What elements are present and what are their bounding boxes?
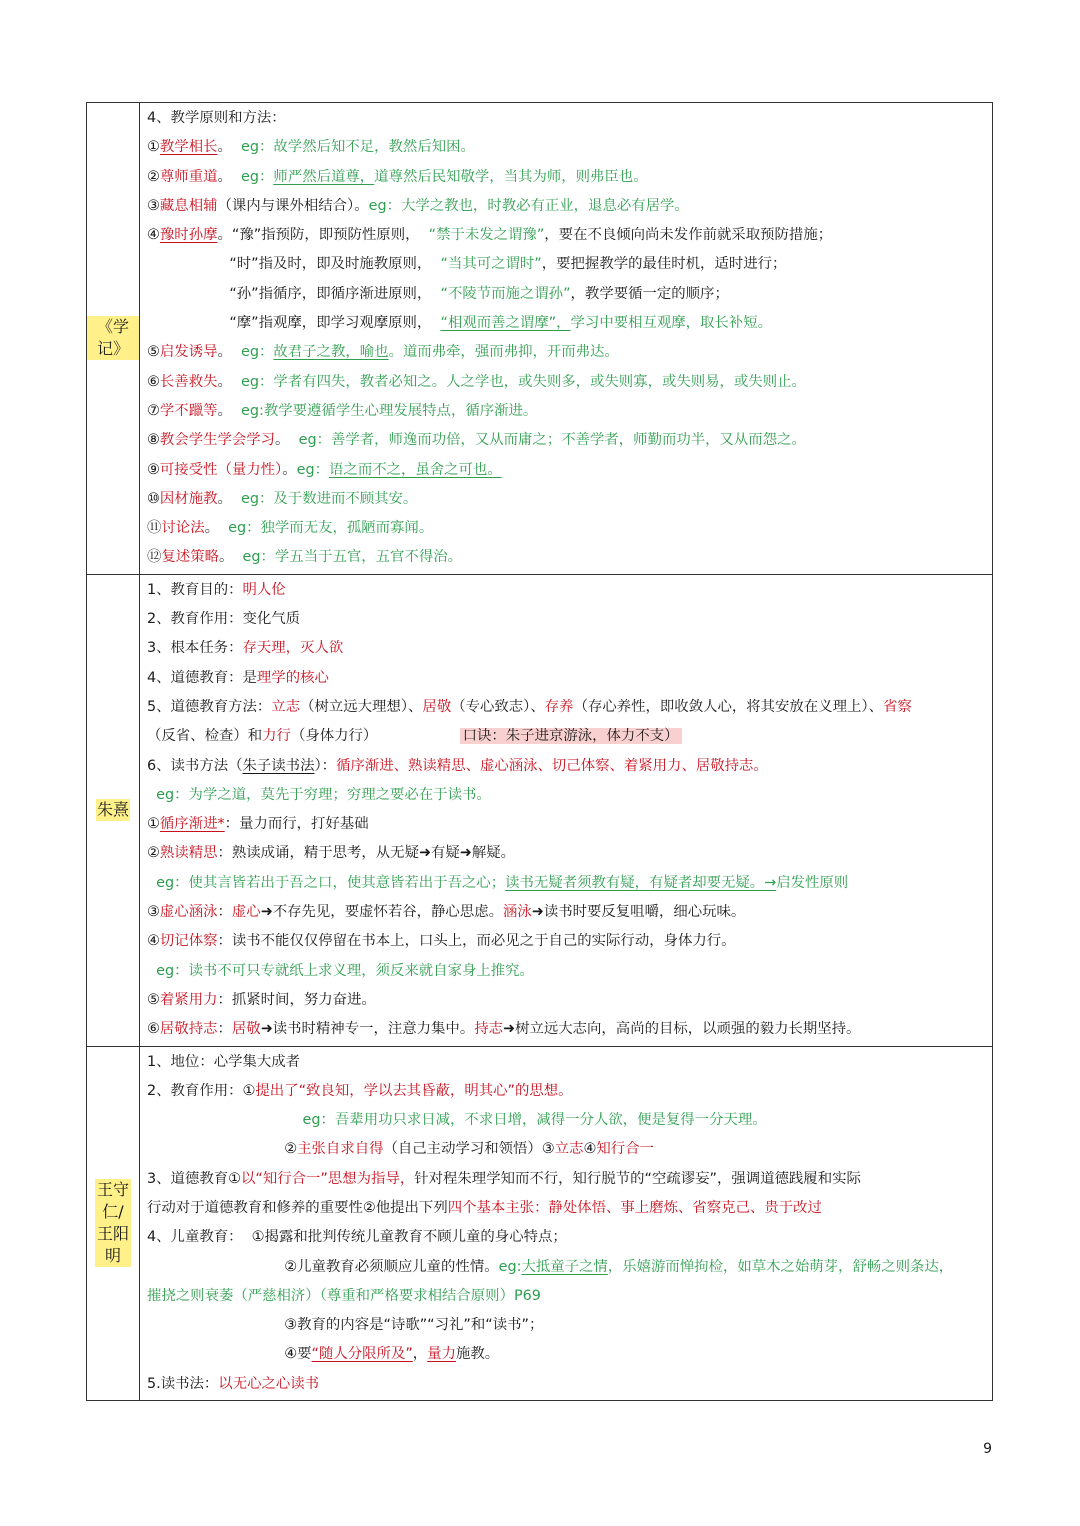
text-segment: 豫时孙摩 — [159, 227, 218, 244]
text-segment: eg： — [296, 461, 330, 478]
text-segment: eg：独学而无友，孤陋而寡闻。 — [228, 520, 434, 537]
text-segment: 语之而不之，虽舍之可也。 — [329, 461, 502, 478]
content-line — [147, 221, 986, 250]
text-segment: 讨论法 — [161, 520, 205, 537]
content-line — [147, 1077, 986, 1106]
text-segment: “不陵节而施之谓孙” — [440, 285, 571, 302]
section-name-cell — [87, 103, 140, 574]
text-segment: ① — [147, 816, 160, 833]
content-line — [147, 957, 986, 986]
text-segment: ➜树立远大志向，高尚的目标，以顽强的毅力长期坚持。 — [503, 1021, 861, 1038]
content-line — [147, 927, 986, 956]
text-segment: ⑧ — [147, 432, 160, 449]
text-segment: eg：读书不可只专就纸上求义理，须反来就自家身上推究。 — [156, 962, 534, 979]
text-segment: ② — [147, 845, 160, 862]
content-line — [147, 1015, 986, 1044]
text-segment: 3、道德教育① — [147, 1170, 242, 1187]
text-segment: 学不躐等 — [159, 402, 218, 419]
text-segment: ： — [217, 904, 232, 921]
text-segment: ⑨ — [147, 461, 160, 478]
text-segment: 因材施教 — [159, 490, 218, 507]
content-line — [147, 1135, 986, 1164]
text-segment: （树立远大理想）、 — [300, 698, 423, 715]
content-line — [147, 781, 986, 810]
text-segment: 虚心 — [231, 904, 261, 921]
text-segment: 以“知行合一”思想为指导， — [241, 1170, 415, 1187]
text-segment: eg：故学然后知不足，教然后知困。 — [241, 139, 475, 156]
text-segment: ③教育的内容是“诗歌”“习礼”和“读书”； — [147, 1317, 544, 1334]
text-segment: 5.读书法： — [147, 1375, 219, 1392]
content-line — [147, 104, 986, 133]
content-line — [147, 1194, 986, 1223]
text-segment: 4、道德教育：是 — [147, 669, 257, 686]
text-segment: 3、根本任务： — [147, 640, 243, 657]
content-line — [147, 839, 986, 868]
text-segment: ：熟读成诵，精于思考，从无疑➜有疑➜解疑。 — [217, 845, 516, 862]
content-line — [147, 605, 986, 634]
text-segment: “相观而善之谓摩”， — [440, 315, 571, 332]
text-segment: 。道而弗牵，强而弗抑，开而弗达。 — [388, 344, 619, 361]
text-segment: 施教。 — [456, 1346, 500, 1363]
text-segment: （自己主动学习和领悟）③ — [383, 1141, 555, 1158]
text-segment: 尊师重道 — [159, 168, 218, 185]
content-line — [147, 456, 986, 485]
content-line — [147, 309, 986, 338]
text-segment: ：读书不能仅仅停留在书本上，口头上，而必见之于自己的实际行动，身体力行。 — [217, 933, 736, 950]
text-segment: ④要 — [147, 1346, 312, 1363]
section-row — [87, 575, 992, 1047]
section-name-cell — [87, 575, 140, 1046]
text-segment: ：抓紧时间，努力奋进。 — [217, 991, 376, 1008]
text-segment: ⑥ — [147, 373, 160, 390]
content-line — [147, 1106, 986, 1135]
section-row — [87, 103, 992, 575]
text-segment — [147, 1112, 303, 1128]
text-segment: ④ — [147, 227, 160, 244]
text-segment: 。 — [217, 168, 242, 185]
text-segment: 可接受性（量力性） — [159, 461, 283, 478]
text-segment: 教会学生学会学习 — [159, 432, 276, 449]
content-line — [147, 543, 986, 572]
content-line — [147, 1048, 986, 1077]
text-segment: 循序渐进* — [159, 816, 225, 833]
text-segment: 读书无疑者须教有疑，有疑者却要无疑。→ — [505, 874, 777, 891]
text-segment: 切记体察 — [159, 933, 218, 950]
text-segment: 以无心之心读书 — [218, 1375, 320, 1392]
text-segment: ➜不存先见，要虚怀若谷，静心思虑。 — [260, 904, 503, 921]
text-segment: ）： — [314, 757, 337, 774]
text-segment: ， — [412, 1346, 428, 1363]
text-segment: 2、教育作用：① — [147, 1082, 256, 1099]
text-segment: ，教学要循一定的顺序； — [570, 285, 729, 302]
text-segment: ➜读书时要反复咀嚼，细心玩味。 — [531, 904, 746, 921]
text-segment: （专心致志）、 — [451, 698, 545, 715]
text-segment: 1、地位：心学集大成者 — [147, 1053, 301, 1070]
text-segment: ③ — [147, 904, 160, 921]
text-segment — [147, 787, 156, 803]
text-segment: eg：大学之教也，时教必有正业，退息必有居学。 — [368, 197, 689, 214]
text-segment: ⑪ — [147, 520, 162, 537]
text-segment: 长善救失 — [159, 373, 218, 390]
text-segment: 1、教育目的： — [147, 581, 243, 598]
section-name: 《学记》 — [87, 316, 139, 360]
text-segment: 四个基本主张：静处体悟、事上磨炼、省察克己、贵于改过 — [447, 1199, 822, 1216]
text-segment: eg：使其言皆若出于吾之口，使其意皆若出于吾之心； — [156, 874, 506, 891]
text-segment: （身体力行） — [290, 728, 460, 745]
content-line — [147, 1282, 986, 1311]
text-segment: 。“豫”指预防，即预防性原则， — [217, 227, 429, 244]
text-segment: 循序渐进、熟读精思、虚心涵泳、切己体察、着紧用力、居敬持志。 — [336, 757, 768, 774]
text-segment: “随人分限所及” — [311, 1346, 413, 1363]
text-segment: eg：学五当于五官，五官不得治。 — [242, 549, 462, 566]
text-segment: 提出了“致良知，学以去其昏蔽，明其心”的思想。 — [255, 1082, 573, 1099]
text-segment: ⑥ — [147, 1021, 160, 1038]
text-segment: ，要在不良倾向尚未发作前就采取预防措施； — [544, 227, 833, 244]
text-segment: 。 — [217, 139, 242, 156]
content-line — [147, 898, 986, 927]
content-line — [147, 1253, 986, 1282]
content-line — [147, 634, 986, 663]
text-segment: eg:教学要遵循学生心理发展特点，循序渐进。 — [241, 402, 538, 419]
mnemonic-highlight: 口诀：朱子进京游泳，体力不支） — [460, 728, 682, 744]
text-segment: 主张自求自得 — [297, 1141, 384, 1158]
text-segment: 启发诱导 — [159, 344, 218, 361]
text-segment: 着紧用力 — [159, 991, 218, 1008]
content-line — [147, 397, 986, 426]
text-segment: 朱子读书法 — [242, 757, 315, 774]
text-segment: 居敬 — [422, 698, 452, 715]
text-segment: 6、读书方法（ — [147, 757, 243, 774]
text-segment: 。 — [275, 432, 299, 449]
text-segment: 明人伦 — [242, 581, 286, 598]
text-segment: 。 — [217, 344, 242, 361]
content-line — [147, 576, 986, 605]
text-segment: eg：吾辈用功只求日减，不求日增，减得一分人欲，便是复得一分天理。 — [302, 1112, 767, 1129]
content-line — [147, 1370, 986, 1399]
content-line — [147, 163, 986, 192]
text-segment: ④ — [583, 1141, 597, 1158]
section-name-cell — [87, 1047, 140, 1401]
text-segment: 立志 — [271, 698, 301, 715]
text-segment: ⑤ — [147, 991, 160, 1008]
text-segment: eg：为学之道，莫先于穷理；穷理之要必在于读书。 — [156, 786, 491, 803]
text-segment: 。 — [282, 461, 297, 478]
text-segment: 。 — [217, 373, 242, 390]
content-line — [147, 664, 986, 693]
text-segment: “时”指及时，即及时施教原则， — [147, 256, 441, 273]
text-segment: 存天理，灭人欲 — [242, 640, 344, 657]
content-line — [147, 133, 986, 162]
text-segment: ，要把握教学的最佳时机，适时进行； — [541, 256, 787, 273]
text-segment: “孙”指循序，即循序渐进原则， — [147, 285, 441, 302]
text-segment: 师严然后道尊， — [273, 168, 375, 185]
content-line — [147, 514, 986, 543]
text-segment: 涵泳 — [503, 904, 532, 921]
text-segment: 行动对于道德教育和修养的重要性②他提出下列 — [147, 1199, 448, 1216]
text-segment: eg：善学者，师逸而功倍，又从而庸之；不善学者，师勤而功半，又从而怨之。 — [298, 432, 806, 449]
text-segment: eg：学者有四失，教者必知之。人之学也，或失则多，或失则寡，或失则易，或失则止。 — [241, 373, 806, 390]
text-segment: 。 — [204, 520, 229, 537]
text-segment: （课内与课外相结合）。 — [217, 197, 369, 214]
text-segment: “禁于未发之谓豫” — [428, 227, 545, 244]
text-segment: 。 — [217, 402, 242, 419]
text-segment: 。 — [217, 490, 242, 507]
text-segment: ➜读书时精神专一，注意力集中。 — [260, 1021, 475, 1038]
text-segment: ： — [217, 1021, 232, 1038]
text-segment: ⑩ — [147, 490, 160, 507]
text-segment: 摧挠之则衰萎（严慈相济）（尊重和严格要求相结合原则）P69 — [147, 1287, 541, 1304]
section-content — [140, 1047, 992, 1401]
text-segment: ⑫ — [147, 549, 162, 566]
text-segment: 故君子之教，喻也 — [273, 344, 389, 361]
text-segment: “当其可之谓时” — [440, 256, 542, 273]
content-line — [147, 250, 986, 279]
text-segment: ② — [147, 168, 160, 185]
text-segment: 量力 — [427, 1346, 456, 1363]
content-line — [147, 338, 986, 367]
text-segment — [147, 963, 156, 979]
text-segment: 复述策略 — [161, 549, 219, 566]
text-segment: （反省、检查）和 — [147, 728, 263, 745]
text-segment: 。 — [218, 549, 243, 566]
content-line — [147, 693, 986, 722]
text-segment: ⑦ — [147, 402, 160, 419]
text-segment: 存养 — [544, 698, 574, 715]
text-segment: ，乐嬉游而惮拘检，如草木之始萌芽，舒畅之则条达， — [607, 1258, 954, 1275]
content-line — [147, 1223, 986, 1252]
text-segment: ① — [147, 139, 160, 156]
text-segment: 理学的核心 — [256, 669, 329, 686]
text-segment: 虚心涵泳 — [159, 904, 218, 921]
text-segment: （存心养性，即收敛人心，将其安放在义理上）、 — [573, 698, 883, 715]
text-segment: 力行 — [262, 728, 291, 745]
text-segment: eg： — [241, 168, 274, 185]
content-line — [147, 869, 986, 898]
page-number: 9 — [983, 1441, 992, 1457]
text-segment: 藏息相辅 — [159, 197, 218, 214]
content-line — [147, 485, 986, 514]
section-name: 王守仁/王阳明 — [96, 1180, 129, 1266]
text-segment: 省察 — [882, 698, 912, 715]
content-line — [147, 368, 986, 397]
content-line — [147, 1165, 986, 1194]
text-segment: eg: — [498, 1258, 522, 1275]
text-segment: 持志 — [474, 1021, 504, 1038]
text-segment: ②儿童教育必须顺应儿童的性情。 — [147, 1258, 499, 1275]
text-segment: 大抵童子之情 — [521, 1258, 608, 1275]
text-segment: ⑤ — [147, 344, 160, 361]
text-segment: ③ — [147, 197, 160, 214]
content-line — [147, 810, 986, 839]
text-segment: 立志 — [554, 1141, 584, 1158]
content-line — [147, 1311, 986, 1340]
text-segment: 4、教学原则和方法： — [147, 110, 286, 126]
content-line — [147, 280, 986, 309]
text-segment: “摩”指观摩，即学习观摩原则， — [147, 315, 441, 332]
section-content — [140, 575, 992, 1046]
text-segment: 道尊然后民知敬学，当其为师，则弗臣也。 — [374, 168, 648, 185]
text-segment: 知行合一 — [596, 1141, 654, 1158]
text-segment: ④ — [147, 933, 160, 950]
content-line — [147, 722, 986, 751]
content-line — [147, 192, 986, 221]
text-segment: ：量力而行，打好基础 — [224, 816, 369, 833]
content-line — [147, 986, 986, 1015]
text-segment: 学习中要相互观摩，取长补短。 — [570, 315, 773, 332]
text-segment: 教学相长 — [159, 139, 218, 156]
text-segment: eg：及于数进而不顾其安。 — [241, 490, 418, 507]
content-line — [147, 752, 986, 781]
text-segment: 启发性原则 — [776, 874, 849, 891]
text-segment: 针对程朱理学知而不行，知行脱节的“空疏谬妄”，强调道德践履和实际 — [414, 1170, 861, 1187]
text-segment: 熟读精思 — [159, 845, 218, 862]
text-segment: 5、道德教育方法： — [147, 698, 272, 715]
text-segment: 4、儿童教育： ①揭露和批判传统儿童教育不顾儿童的身心特点； — [147, 1229, 567, 1246]
text-segment: ② — [147, 1141, 298, 1158]
content-line — [147, 426, 986, 455]
section-row — [87, 1047, 992, 1401]
section-content — [140, 103, 992, 574]
section-name: 朱熹 — [96, 800, 129, 820]
notes-table — [86, 102, 993, 1401]
text-segment: 居敬持志 — [159, 1021, 218, 1038]
content-line — [147, 1340, 986, 1369]
text-segment: 2、教育作用：变化气质 — [147, 611, 301, 628]
text-segment — [147, 875, 156, 891]
text-segment: 居敬 — [231, 1021, 261, 1038]
text-segment: eg： — [241, 344, 274, 361]
